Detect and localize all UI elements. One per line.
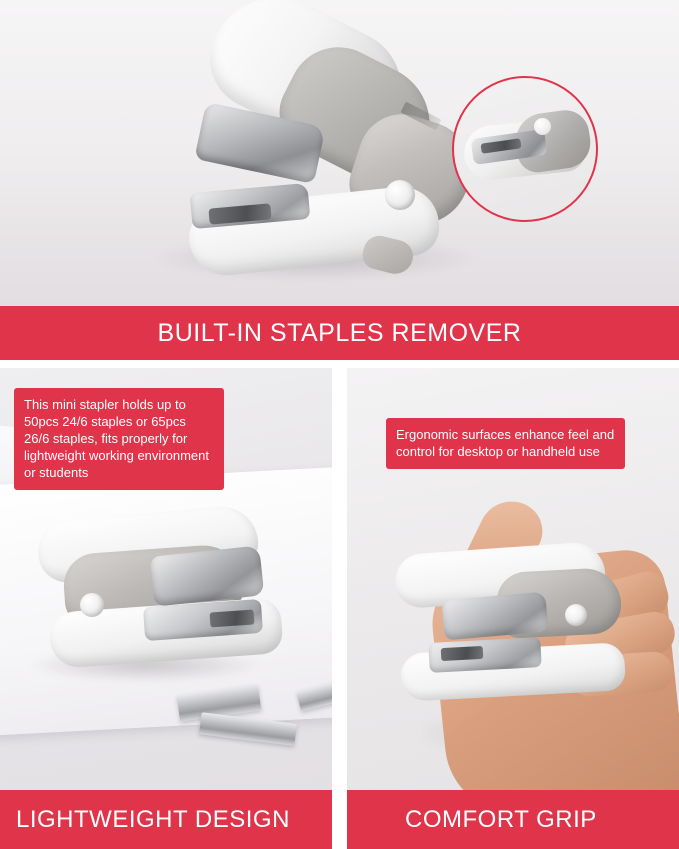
stapler-hero <box>165 10 485 285</box>
panel-built-in-staples-remover <box>0 0 679 306</box>
inset-pivot-button <box>534 118 551 135</box>
stapler-lightweight <box>24 513 294 673</box>
stapler-pivot-button <box>385 180 415 210</box>
panel-gutter-horizontal <box>0 360 679 368</box>
banner-label-bottom-left: LIGHTWEIGHT DESIGN <box>16 805 290 833</box>
callout-lightweight-capacity: This mini stapler holds up to 50pcs 24/6 staples or 65pcs 26/6 staples, fits properly for lightweight working environment or students <box>14 388 224 490</box>
detail-inset-circle <box>452 76 598 222</box>
banner-built-in-staples-remover <box>0 306 679 360</box>
stapler-metal-upper-jaw <box>150 545 265 606</box>
banner-label-bottom-right: COMFORT GRIP <box>405 805 597 833</box>
stapler-pivot-button <box>80 593 104 617</box>
banner-label-top: BUILT-IN STAPLES REMOVER <box>157 318 522 347</box>
staple-remover-blade <box>210 609 255 627</box>
panel-gutter-vertical <box>332 368 347 849</box>
staple-remover-blade <box>441 646 484 661</box>
banner-lightweight-design <box>0 790 332 849</box>
banner-comfort-grip <box>347 790 679 849</box>
stapler-pivot-button <box>565 604 587 626</box>
stapler-comfort-grip <box>385 548 635 708</box>
callout-ergonomic-surfaces: Ergonomic surfaces enhance feel and control for desktop or handheld use <box>386 418 625 469</box>
